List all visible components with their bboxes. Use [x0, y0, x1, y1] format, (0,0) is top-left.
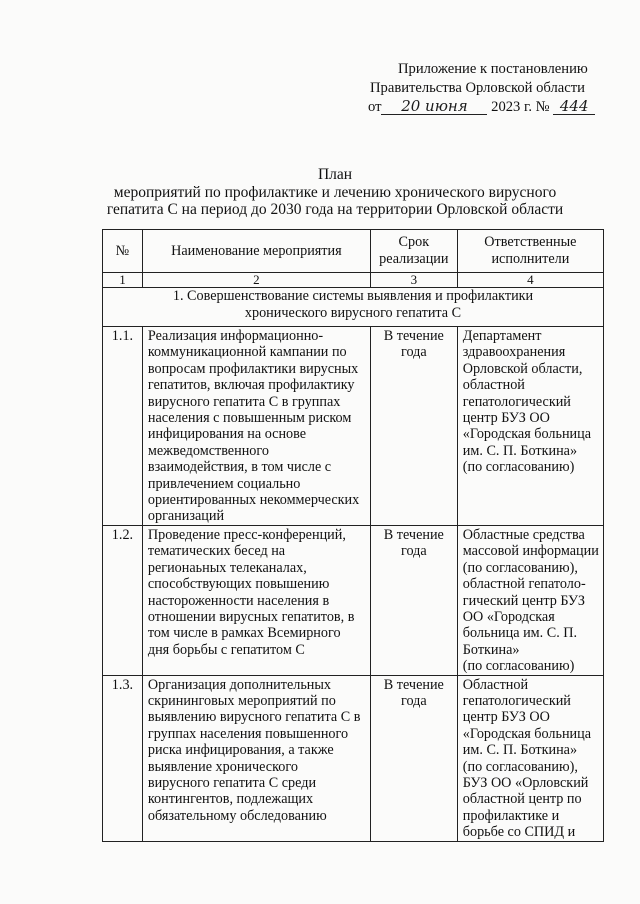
cell-line: областной [462, 377, 525, 394]
table-header-row [103, 230, 604, 273]
cell-line: вопросам профилактики вирусных [147, 360, 359, 377]
section-title: 1. Совершенствование системы выявления и профилактики хронического вирусного гепатита С [103, 288, 604, 327]
cell-line: отношении вирусных гепатитов, в [147, 608, 355, 625]
cell-line: Областной [462, 676, 529, 693]
cell-line: Организация дополнительных [147, 676, 332, 693]
cell-line: Проведение пресс-конференций, [147, 526, 346, 543]
row-term [370, 327, 457, 526]
cell-line: областной центр по [462, 791, 582, 808]
cell-line: Департамент [462, 328, 542, 344]
row-title [142, 525, 370, 675]
plan-title-line-2: гепатита С на период до 2030 года на территории Орловской области [106, 201, 564, 218]
cell-line: гепатитов, включая профилактику [147, 377, 355, 394]
plan-title [100, 166, 570, 219]
cell-line: В течение [383, 526, 444, 543]
row-executors [457, 327, 603, 526]
column-number-row [103, 273, 604, 288]
cell-line: здравоохранения [462, 344, 566, 361]
cell-line: том числе в рамках Всемирного [147, 625, 341, 642]
plan-title-line-1: мероприятий по профилактике и лечению хронического вирусного [113, 183, 557, 201]
row-title [142, 675, 370, 841]
row-number: 1.2. [103, 525, 143, 675]
cell-line: «Городская больница [462, 725, 592, 742]
cell-line: массовой информации [462, 543, 599, 560]
cell-line: гепатологический [462, 692, 571, 709]
cell-line: дня борьбы с гепатитом С [147, 641, 305, 658]
cell-line: профилактике и [462, 807, 560, 824]
header-executors: Ответственные исполнители [457, 230, 603, 273]
row-term [370, 675, 457, 841]
cell-line: им. С. П. Боткина» [462, 442, 578, 459]
cell-line: (по согласованию), [462, 758, 578, 775]
cell-line: контингентов, подлежащих [147, 791, 314, 808]
cell-line: межведомственного [147, 442, 269, 459]
cell-line: населения с повышенным риском [147, 410, 352, 427]
cell-line: выявлению вирусного гепатита С в [147, 709, 361, 726]
row-number: 1.3. [103, 675, 143, 841]
header-term: Срок реализации [370, 230, 457, 273]
cell-line: им. С. П. Боткина» [462, 742, 578, 759]
cell-line: тематических бесед на [147, 543, 286, 560]
cell-line: вирусного гепатита С среди [147, 774, 317, 791]
appendix-line-2: Правительства Орловской области [370, 80, 585, 96]
handwritten-date: 20 июня [381, 98, 487, 115]
cell-line: «Городская больница [462, 426, 592, 443]
plan-heading: План [317, 166, 353, 183]
cell-line: регионаьных телеканалах, [147, 559, 307, 576]
cell-line: ОО «Городская [462, 608, 555, 625]
header-title: Наименование мероприятия [142, 230, 370, 273]
cell-line: (по согласованию), [462, 559, 578, 576]
appendix-line-1: Приложение к постановлению [398, 61, 588, 77]
cell-line: БУЗ ОО «Орловский [462, 774, 589, 791]
cell-line: центр БУЗ ОО [462, 410, 550, 427]
table-row [103, 525, 604, 675]
cell-line: больница им. С. П. [462, 625, 578, 642]
cell-line: года [400, 344, 427, 361]
section-row [103, 288, 604, 327]
cell-line: борьбе со СПИД и [462, 824, 576, 841]
cell-line: выявление хронического [147, 758, 298, 775]
cell-line: центр БУЗ ОО [462, 709, 550, 726]
cell-line: гический центр БУЗ [462, 592, 586, 609]
row-title [142, 327, 370, 526]
cell-line: коммуникационной кампании по [147, 344, 347, 361]
cell-line: В течение [383, 328, 444, 344]
cell-line: В течение [383, 676, 444, 693]
cell-line: ориентированных некоммерческих [147, 492, 360, 509]
appendix-header [368, 60, 608, 117]
cell-line: организаций [147, 508, 225, 525]
appendix-line-3 [368, 98, 608, 117]
cell-line: Боткина» [462, 641, 520, 658]
cell-line: обязательному обследованию [147, 807, 327, 824]
cell-line: Областные средства [462, 526, 585, 543]
row-number: 1.1. [103, 327, 143, 526]
row-executors [457, 525, 603, 675]
header-num: № [103, 230, 143, 273]
cell-line: Реализация информационно- [147, 328, 324, 344]
cell-line: привлечением социально [147, 475, 301, 492]
cell-line: гепатологический [462, 393, 571, 410]
cell-line: скрининговых мероприятий по [147, 692, 336, 709]
cell-line: риска инфицирования, а также [147, 742, 334, 759]
year-label: 2023 г. № [491, 99, 550, 115]
cell-line: года [400, 692, 427, 709]
table-row [103, 675, 604, 841]
cell-line: областной гепатоло- [462, 576, 586, 593]
cell-line: Орловской области, [462, 360, 583, 377]
cell-line: взаимодействия, в том числе с [147, 459, 332, 476]
from-label: от [368, 99, 382, 115]
handwritten-number: 444 [553, 98, 595, 115]
row-term [370, 525, 457, 675]
cell-line: способствующих повышению [147, 576, 330, 593]
row-executors [457, 675, 603, 841]
plan-table [102, 229, 604, 842]
table-row [103, 327, 604, 526]
column-number: 2 [142, 273, 370, 288]
cell-line: настороженности населения в [147, 592, 330, 609]
cell-line: группах населения повышенного [147, 725, 349, 742]
cell-line: (по согласованию) [462, 459, 575, 476]
cell-line: (по согласованию) [462, 658, 575, 675]
column-number: 3 [370, 273, 457, 288]
cell-line: инфицирования на основе [147, 426, 307, 443]
cell-line: года [400, 543, 427, 560]
column-number: 4 [457, 273, 603, 288]
cell-line: вирусного гепатита С в группах [147, 393, 341, 410]
column-number: 1 [103, 273, 143, 288]
